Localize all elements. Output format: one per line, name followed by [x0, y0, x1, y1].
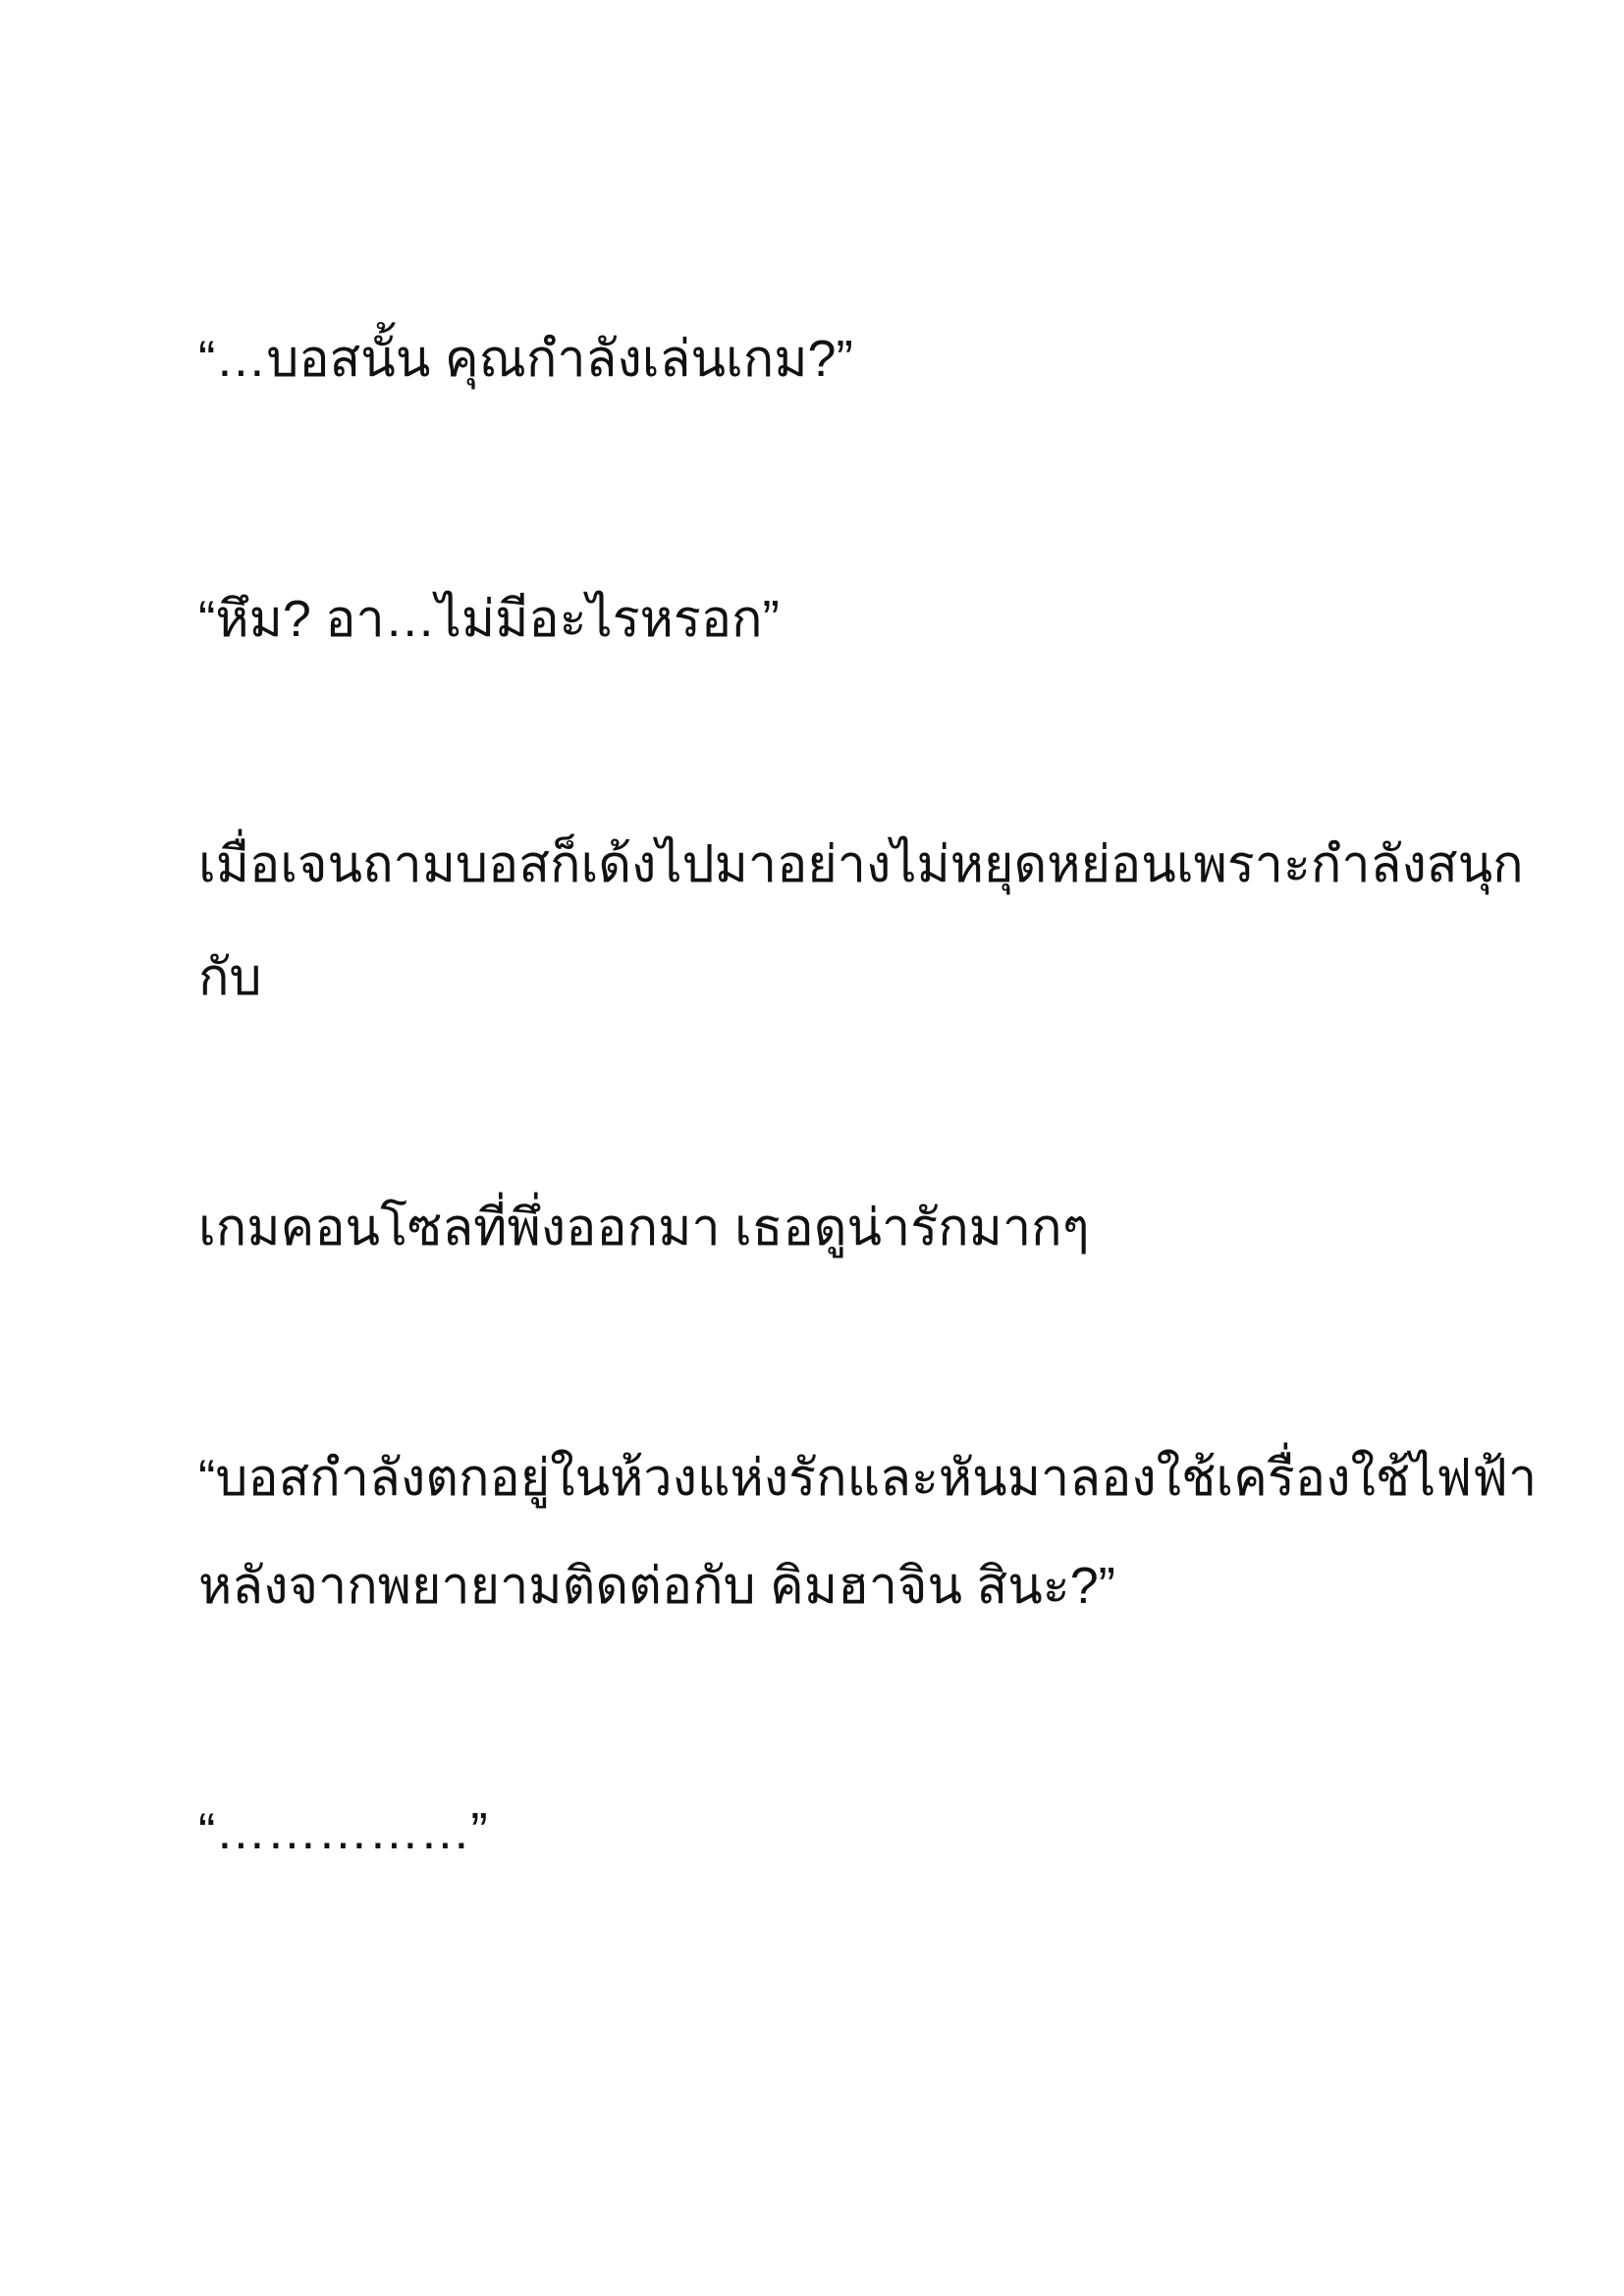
paragraph-dialogue-2: “หึม? อา…ไม่มีอะไรหรอก”: [198, 591, 780, 648]
paragraph-narration-1-line-1: เมื่อเจนถามบอสก็เด้งไปมาอย่างไม่หยุดหย่อนเพราะกำลังสนุก: [198, 836, 1524, 893]
paragraph-dialogue-1: “…บอสนั้น คุณกำลังเล่นเกม?”: [198, 331, 853, 388]
paragraph-dialogue-4: “……………”: [198, 1803, 488, 1860]
paragraph-narration-1-line-2: กับ: [198, 949, 262, 1006]
paragraph-dialogue-3-line-2: หลังจากพยายามติดต่อกับ คิมฮาจิน สินะ?”: [198, 1558, 1115, 1615]
paragraph-narration-2: เกมคอนโซลที่พึ่งออกมา เธอดูน่ารักมากๆ: [198, 1200, 1090, 1256]
paragraph-dialogue-3-line-1: “บอสกำลังตกอยู่ในห้วงแห่งรักและหันมาลองใช้เครื่องใช้ไฟฟ้า: [198, 1450, 1538, 1507]
